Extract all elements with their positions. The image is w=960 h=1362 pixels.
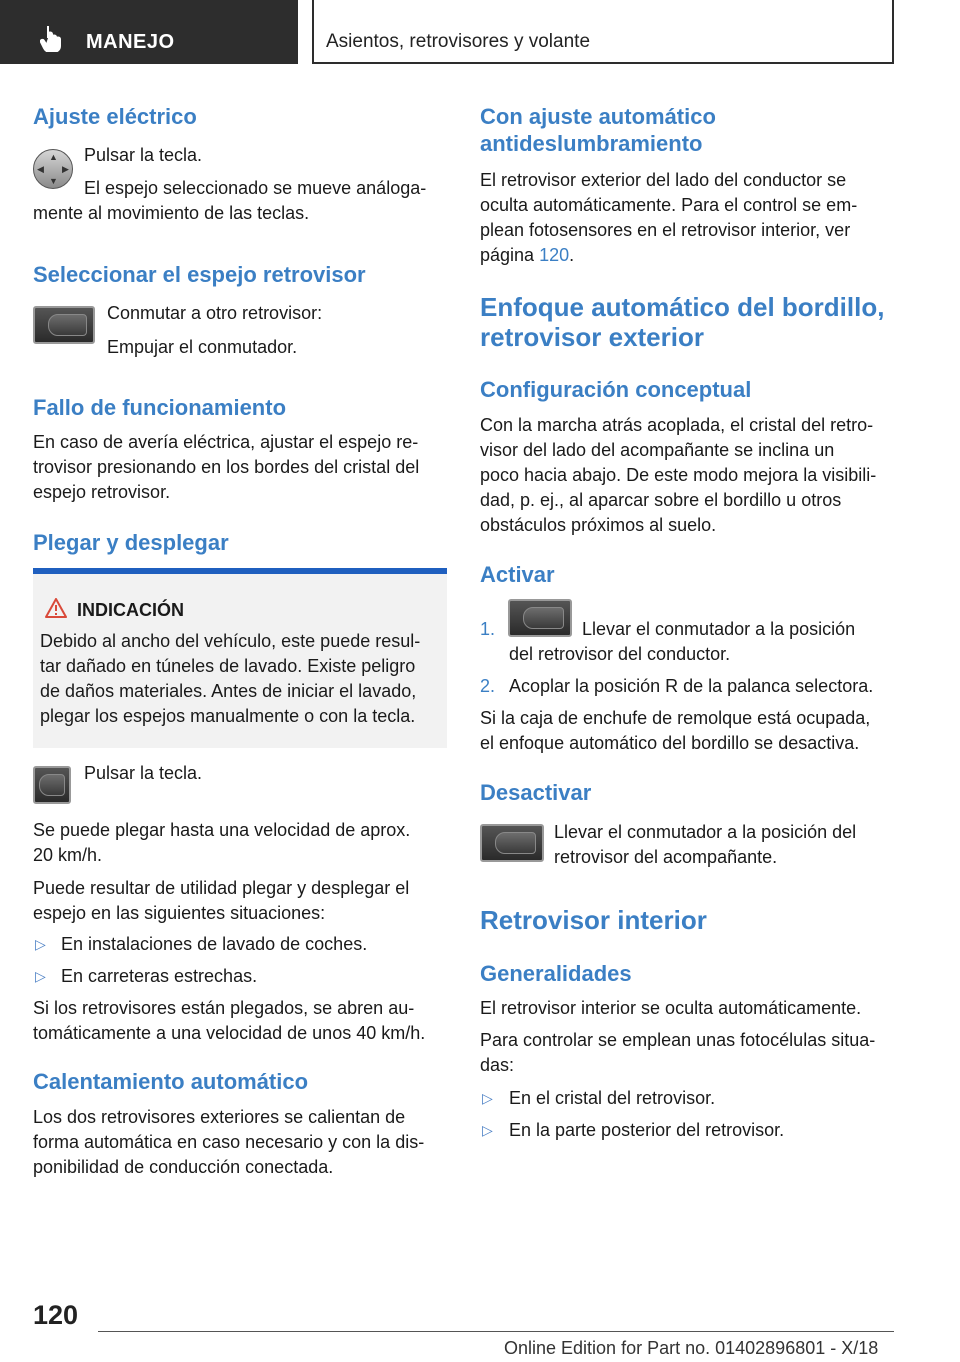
seleccionar-text-2: Empujar el conmutador. xyxy=(107,337,298,357)
desactivar-line-1: Llevar el conmutador a la posición del xyxy=(554,822,857,842)
heading-calentamiento: Calentamiento automático xyxy=(33,1069,309,1094)
fallo-line-2: trovisor presionando en los bordes del cristal del xyxy=(33,457,420,477)
section-label: MANEJO xyxy=(86,31,175,53)
ajuste-text-3: mente al movimiento de las teclas. xyxy=(33,203,310,223)
config-line-4: dad, p. ej., al aparcar sobre el bordillo u otros xyxy=(480,490,842,510)
anti-line-1: El retrovisor exterior del lado del conductor se xyxy=(480,170,847,190)
seleccionar-text-1: Conmutar a otro retrovisor: xyxy=(107,303,323,323)
fallo-line-1: En caso de avería eléctrica, ajustar el espejo re- xyxy=(33,432,419,452)
mirror-switch-icon xyxy=(480,824,544,862)
calent-line-2: forma automática en caso necesario y con la dis- xyxy=(33,1132,425,1152)
page-reference-link[interactable]: 120 xyxy=(539,245,570,265)
step-2-number: 2. xyxy=(480,676,496,696)
anti-line-2: oculta automáticamente. Para el control se em- xyxy=(480,195,858,215)
calent-line-1: Los dos retrovisores exteriores se calientan de xyxy=(33,1107,406,1127)
heading-fallo: Fallo de funcionamiento xyxy=(33,395,287,420)
ajuste-text-1: Pulsar la tecla. xyxy=(84,145,203,165)
config-line-5: obstáculos próximos al suelo. xyxy=(480,515,717,535)
heading-desactivar: Desactivar xyxy=(480,780,592,805)
plegar-bullet-2: En carreteras estrechas. xyxy=(61,966,258,986)
heading-retrovisor-interior: Retrovisor interior xyxy=(480,905,707,935)
step-2-text: Acoplar la posición R de la palanca selectora. xyxy=(509,676,874,696)
anti-page-prefix: página xyxy=(480,245,540,265)
footer-divider xyxy=(98,1331,894,1332)
mirror-adjust-button-icon: ▲ ▼ ◀ ▶ xyxy=(33,149,73,189)
heading-enfoque-2: retrovisor exterior xyxy=(480,322,704,352)
calent-line-3: ponibilidad de conducción conectada. xyxy=(33,1157,334,1177)
plegar-p3-line1: Si los retrovisores están plegados, se abren au- xyxy=(33,998,415,1018)
page-number: 120 xyxy=(33,1300,79,1330)
config-line-1: Con la marcha atrás acoplada, el cristal del retro- xyxy=(480,415,874,435)
plegar-p1-line1: Se puede plegar hasta una velocidad de aprox. xyxy=(33,820,411,840)
plegar-p3-line2: tomáticamente a una velocidad de unos 40 km/h. xyxy=(33,1023,426,1043)
heading-antideslumbramiento-1: Con ajuste automático xyxy=(480,104,716,129)
heading-configuracion: Configuración conceptual xyxy=(480,377,752,402)
heading-antideslumbramiento-2: antideslumbramiento xyxy=(480,131,703,156)
plegar-p2-line1: Puede resultar de utilidad plegar y desplegar el xyxy=(33,878,410,898)
config-line-2: visor del lado del acompañante se inclina un xyxy=(480,440,835,460)
fallo-line-3: espejo retrovisor. xyxy=(33,482,171,502)
activar-note-1: Si la caja de enchufe de remolque está ocupada, xyxy=(480,708,871,728)
warning-triangle-icon xyxy=(45,598,67,618)
bullet-triangle-icon: ▷ xyxy=(35,936,46,952)
anti-line-4 xyxy=(480,243,574,268)
step-1-text-b: del retrovisor del conductor. xyxy=(509,644,731,664)
warning-line-1: Debido al ancho del vehículo, este puede resul- xyxy=(40,631,421,651)
general-bullet-1: En el cristal del retrovisor. xyxy=(509,1088,716,1108)
heading-activar: Activar xyxy=(480,562,555,587)
bullet-triangle-icon: ▷ xyxy=(35,968,46,984)
plegar-p1-line2: 20 km/h. xyxy=(33,845,103,865)
warning-line-2: tar dañado en túneles de lavado. Existe peligro xyxy=(40,656,416,676)
bullet-triangle-icon: ▷ xyxy=(482,1122,493,1138)
anti-line-3: plean fotosensores en el retrovisor interior, ver xyxy=(480,220,851,240)
general-p2-line1: Para controlar se emplean unas fotocélulas situa- xyxy=(480,1030,876,1050)
activar-note-2: el enfoque automático del bordillo se desactiva. xyxy=(480,733,860,753)
section-tab xyxy=(0,0,298,64)
footer-edition: Online Edition for Part no. 01402896801 - X/18 xyxy=(504,1338,879,1358)
step-1-text-a: Llevar el conmutador a la posición xyxy=(582,619,856,639)
mirror-switch-icon xyxy=(33,306,95,344)
heading-plegar: Plegar y desplegar xyxy=(33,530,229,555)
plegar-pulsar: Pulsar la tecla. xyxy=(84,763,203,783)
desactivar-line-2: retrovisor del acompañante. xyxy=(554,847,778,867)
plegar-p2-line2: espejo en las siguientes situaciones: xyxy=(33,903,326,923)
chapter-title: Asientos, retrovisores y volante xyxy=(326,31,591,52)
anti-page-suffix: . xyxy=(569,245,575,265)
warning-line-4: plegar los espejos manualmente o con la tecla. xyxy=(40,706,416,726)
bullet-triangle-icon: ▷ xyxy=(482,1090,493,1106)
warning-line-3: de daños materiales. Antes de iniciar el lavado, xyxy=(40,681,417,701)
fold-button-icon xyxy=(33,766,71,804)
plegar-bullet-1: En instalaciones de lavado de coches. xyxy=(61,934,368,954)
chapter-tab xyxy=(312,0,894,64)
config-line-3: poco hacia abajo. De este modo mejora la visibili- xyxy=(480,465,877,485)
step-1-number: 1. xyxy=(480,619,496,639)
general-p1: El retrovisor interior se oculta automáticamente. xyxy=(480,998,862,1018)
heading-ajuste-electrico: Ajuste eléctrico xyxy=(33,104,197,129)
warning-box xyxy=(33,568,447,748)
heading-generalidades: Generalidades xyxy=(480,961,632,986)
general-bullet-2: En la parte posterior del retrovisor. xyxy=(509,1120,785,1140)
heading-enfoque-1: Enfoque automático del bordillo, xyxy=(480,292,885,322)
warning-title: INDICACIÓN xyxy=(77,600,184,620)
general-p2-line2: das: xyxy=(480,1055,515,1075)
hand-icon xyxy=(40,24,66,52)
ajuste-text-2: El espejo seleccionado se mueve análoga- xyxy=(84,178,427,198)
heading-seleccionar: Seleccionar el espejo retrovisor xyxy=(33,262,366,287)
mirror-switch-icon xyxy=(508,599,572,637)
